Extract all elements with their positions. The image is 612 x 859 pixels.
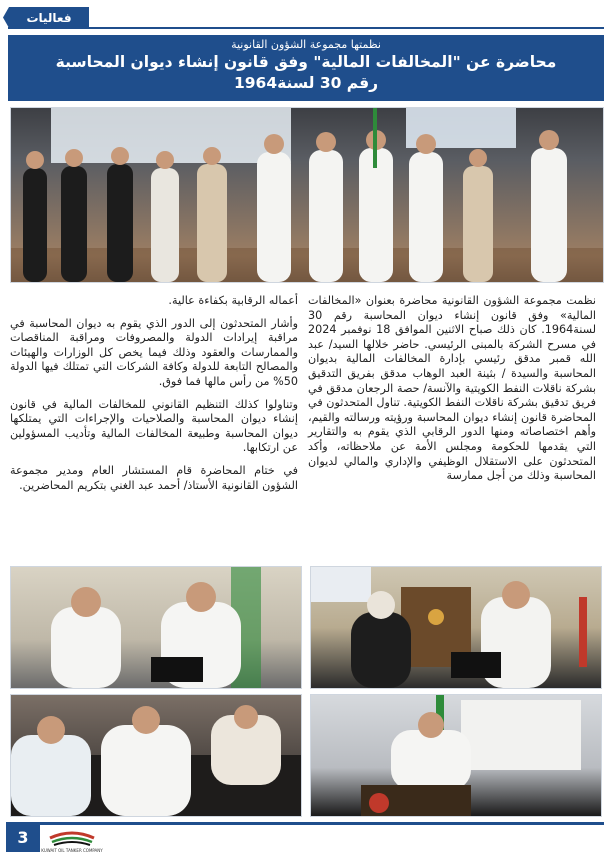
article-paragraph: وتناولوا كذلك التنظيم القانوني للمخالفات المالية في قانون إنشاء ديوان المحاسبة والصلاحيات والإجراءات التي يمتلكها ديوان المحاسبة وطبيعة المخالفات المالية وتأديب المسؤولين عن ارتكابها. (10, 397, 298, 455)
company-logo (41, 828, 103, 854)
audience-photo (10, 694, 302, 817)
article-column-left (10, 294, 298, 501)
article-title-line1: محاضرة عن "المخالفات المالية" وفق قانون إنشاء ديوان المحاسبة (55, 53, 557, 71)
award-photo-2 (10, 566, 302, 689)
article-subtitle: نظمتها مجموعة الشؤون القانونية (231, 38, 381, 51)
article-title-line2: رقم 30 لسنة1964 (233, 74, 379, 92)
article-column-right (308, 294, 596, 492)
article-paragraph: نظمت مجموعة الشؤون القانونية محاضرة بعنوان «المخالفات المالية» وفق قانون إنشاء ديوان المحاسبة رقم 30 لسنة1964. كان ذلك صباح الاثنين الموافق 18 نوفمبر 2024 في مسرح الشركة بالمبنى الرئيسي. حاضر خلالها السيد/ عبد الله قمبر مدقق رئيسي بإدارة المخالفات المالية بديوان المحاسبة والسيدة / بثينة العبد الوهاب مدقق بفريق التدقيق بشركة ناقلات النفط الكويتية والآنسة/ حصة الرجعان مدقق في فريق تدقيق بشركة ناقلات النفط الكويتية. تناول المتحدثون في المحاضرة قانون إنشاء ديوان المحاسبة ورؤيته ورسالته والقيم، وأهم اختصاصاته ومنها الدور الرقابي الذي يقوم به والتقارير التي يقدمها للحكومة ومجلس الأمة عن ملاحظاته، وأكد المتحدثون على الاستقلال الوظيفي والإداري والمالي لديوان المحاسبة وذلك من أجل ممارسة (308, 294, 596, 483)
group-photo (10, 107, 604, 283)
article-paragraph: أعماله الرقابية بكفاءة عالية. (168, 294, 298, 307)
bottom-divider (40, 822, 604, 825)
award-photo-1 (310, 566, 602, 689)
section-tab: فعاليات (9, 7, 89, 28)
top-divider (8, 27, 604, 29)
article-paragraph: وأشار المتحدثون إلى الدور الذي يقوم به ديوان المحاسبة في مراقبة إيرادات الدولة والمصروفات ومراقبة المناقصات والممارسات والعقود وذلك فيما يخص كل الوزارات والهيئات والمصالح التابعة للدولة وكافة الشركات التي تمتلك فيها الدولة 50% من رأس مالها فما فوق. (10, 316, 298, 388)
speaker-photo (310, 694, 602, 817)
svg-text:KUWAIT OIL TANKER COMPANY: KUWAIT OIL TANKER COMPANY (41, 848, 103, 853)
article-header (8, 35, 604, 101)
page-number: 3 (6, 822, 40, 852)
article-paragraph: في ختام المحاضرة قام المستشار العام ومدير مجموعة الشؤون القانونية الأستاذ/ أحمد عبد الغني بتكريم المحاضرين. (10, 463, 298, 492)
